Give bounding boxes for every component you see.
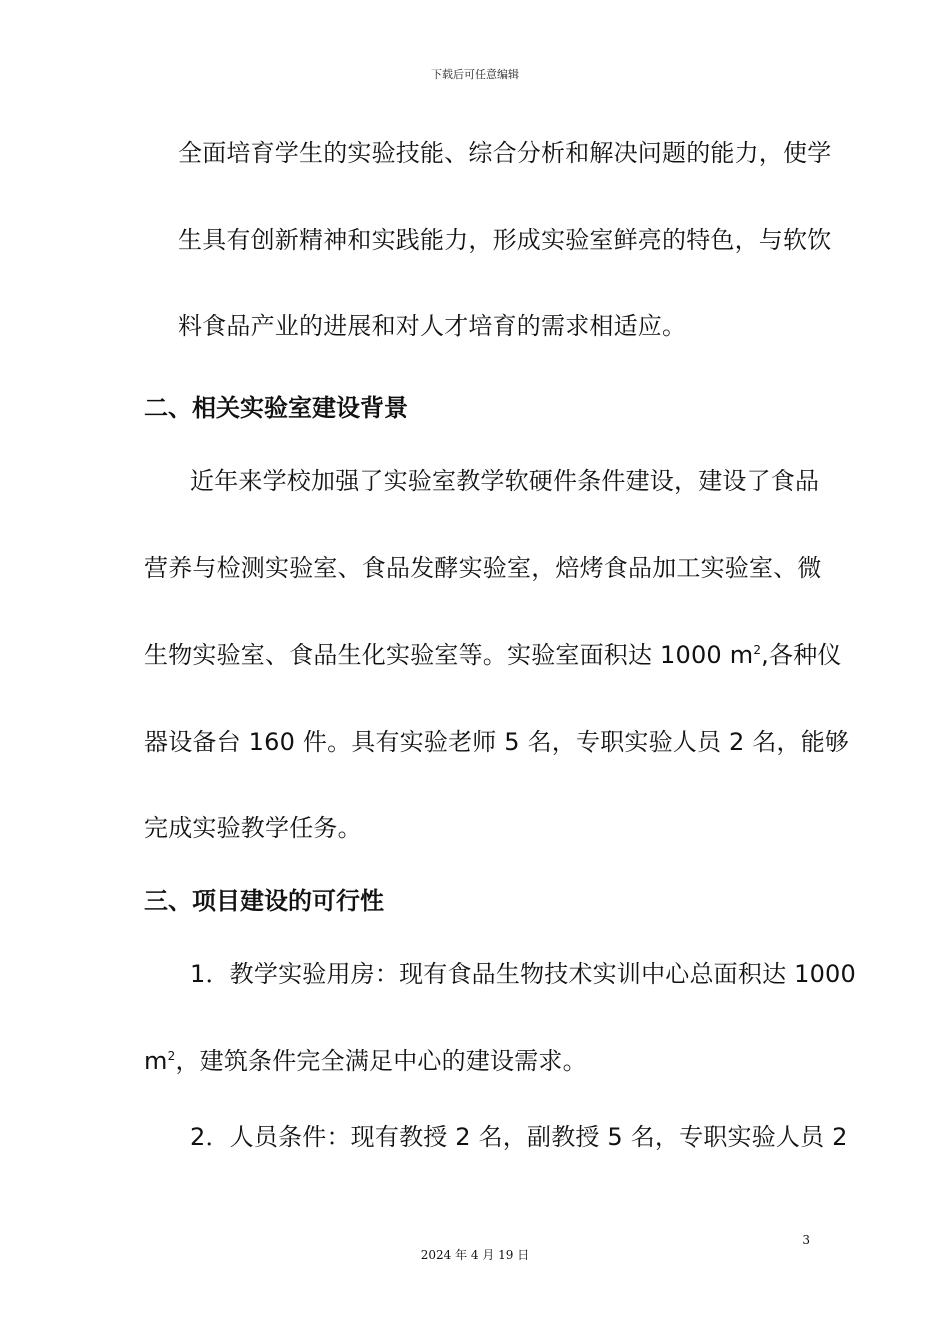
paragraph-line: 全面培育学生的实验技能、综合分析和解决问题的能力，使学 xyxy=(178,139,832,167)
list-item-line: 2．人员条件：现有教授 2 名，副教授 5 名，专职实验人员 2 xyxy=(190,1123,848,1151)
line-text: 生物实验室、食品生化实验室等。实验室面积达 1000 m xyxy=(144,641,754,669)
section-heading-feasibility: 三、项目建设的可行性 xyxy=(144,887,384,915)
paragraph-line: 料食品产业的进展和对人才培育的需求相适应。 xyxy=(178,312,687,340)
line-text: ,各种仪 xyxy=(761,641,842,669)
paragraph-line: 营养与检测实验室、食品发酵实验室，焙烤食品加工实验室、微 xyxy=(144,554,822,582)
page-number: 3 xyxy=(802,1233,810,1247)
line-text: m xyxy=(144,1047,168,1075)
list-item-line xyxy=(144,1046,587,1076)
line-text: ，建筑条件完全满足中心的建设需求。 xyxy=(175,1047,587,1075)
superscript: 2 xyxy=(753,643,762,657)
superscript: 2 xyxy=(167,1049,176,1063)
paragraph-line xyxy=(144,640,842,670)
page-footer-date: 2024 年 4 月 19 日 xyxy=(420,1248,530,1262)
section-heading-background: 二、相关实验室建设背景 xyxy=(144,394,408,422)
paragraph-line: 完成实验教学任务。 xyxy=(144,814,362,842)
list-item-line: 1．教学实验用房：现有食品生物技术实训中心总面积达 1000 xyxy=(190,960,856,988)
paragraph-line: 器设备台 160 件。具有实验老师 5 名，专职实验人员 2 名，能够 xyxy=(144,728,850,756)
page-header: 下载后可任意编辑 xyxy=(431,68,519,81)
paragraph-line: 近年来学校加强了实验室教学软硬件条件建设，建设了食品 xyxy=(190,467,820,495)
paragraph-line: 生具有创新精神和实践能力，形成实验室鲜亮的特色，与软饮 xyxy=(178,226,832,254)
